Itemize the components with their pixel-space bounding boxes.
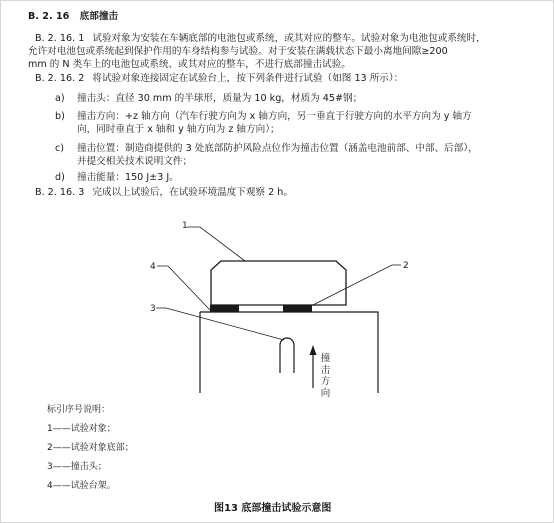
callout-2: 2: [403, 261, 409, 271]
legend-title: 标引序号说明：: [47, 405, 111, 415]
callout-4: 4: [150, 262, 156, 272]
legend-item-2: 2——试验对象底部；: [47, 443, 134, 453]
paragraph-2-number: B. 2. 16. 2: [35, 73, 85, 84]
leader-line-1: [187, 227, 245, 261]
list-item-c-line-2: 并提交相关技术说明文件；: [77, 156, 193, 167]
list-item-d: d) 撞击能量：150 J±3 J。: [55, 172, 179, 183]
legend-item-3: 3——撞击头；: [47, 462, 107, 472]
paragraph-1-number: B. 2. 16. 1: [35, 33, 85, 44]
list-item-a: a) 撞击头：直径 30 mm 的半球形，质量为 10 kg，材质为 45#钢；: [55, 93, 363, 104]
list-item-b-line-2: 向，同时垂直于 x 轴和 y 轴方向为 z 轴方向）；: [77, 124, 280, 135]
impact-direction-arrowhead: [310, 345, 317, 355]
leader-line-2: [305, 265, 401, 309]
legend-item-4: 4——试验台架。: [47, 481, 116, 491]
callout-1: 1: [182, 221, 188, 231]
section-title: 底部撞击: [79, 11, 119, 22]
impact-head: [280, 338, 294, 373]
paragraph-2: B. 2. 16. 2 将试验对象连接固定在试验台上，按下列条件进行试验（如图 13 所示）：: [35, 73, 404, 84]
section-number: B. 2. 16: [28, 11, 70, 22]
list-item-c: c) 撞击位置：制造商提供的 3 处底部防护风险点位作为撞击位置（涵盖电池前部、中部、后部），: [55, 143, 478, 154]
paragraph-3: B. 2. 16. 3 完成以上试验后，在试验环境温度下观察 2 h。: [35, 187, 293, 198]
leader-line-4: [157, 266, 210, 310]
figure-caption: 图13 底部撞击试验示意图: [214, 503, 332, 514]
paragraph-1-line-1: B. 2. 16. 1 试验对象为安装在车辆底部的电池包或系统，或其对应的整车。试验对象为电池包或系统时，: [35, 33, 486, 44]
callout-3: 3: [150, 304, 156, 314]
impact-direction-label: 撞击方向: [320, 353, 331, 399]
test-object-bottom-right: [283, 305, 312, 312]
list-item-b: b) 撞击方向：+z 轴方向（汽车行驶方向为 x 轴方向，另一垂直于行驶方向的水平方向为 y 轴方: [55, 111, 472, 122]
test-object-bottom-left: [210, 305, 239, 312]
leader-line-3: [156, 308, 284, 340]
paragraph-3-number: B. 2. 16. 3: [35, 187, 85, 198]
legend-item-1: 1——试验对象；: [47, 424, 116, 434]
paragraph-1-line-2: 允许对电池包或系统起到保护作用的车身结构参与试验。对于安装在满载状态下最小离地间隙≥200: [28, 46, 448, 57]
paragraph-1-line-3: mm 的 N 类车上的电池包或系统、或其对应的整车，不进行底部撞击试验。: [28, 59, 351, 70]
